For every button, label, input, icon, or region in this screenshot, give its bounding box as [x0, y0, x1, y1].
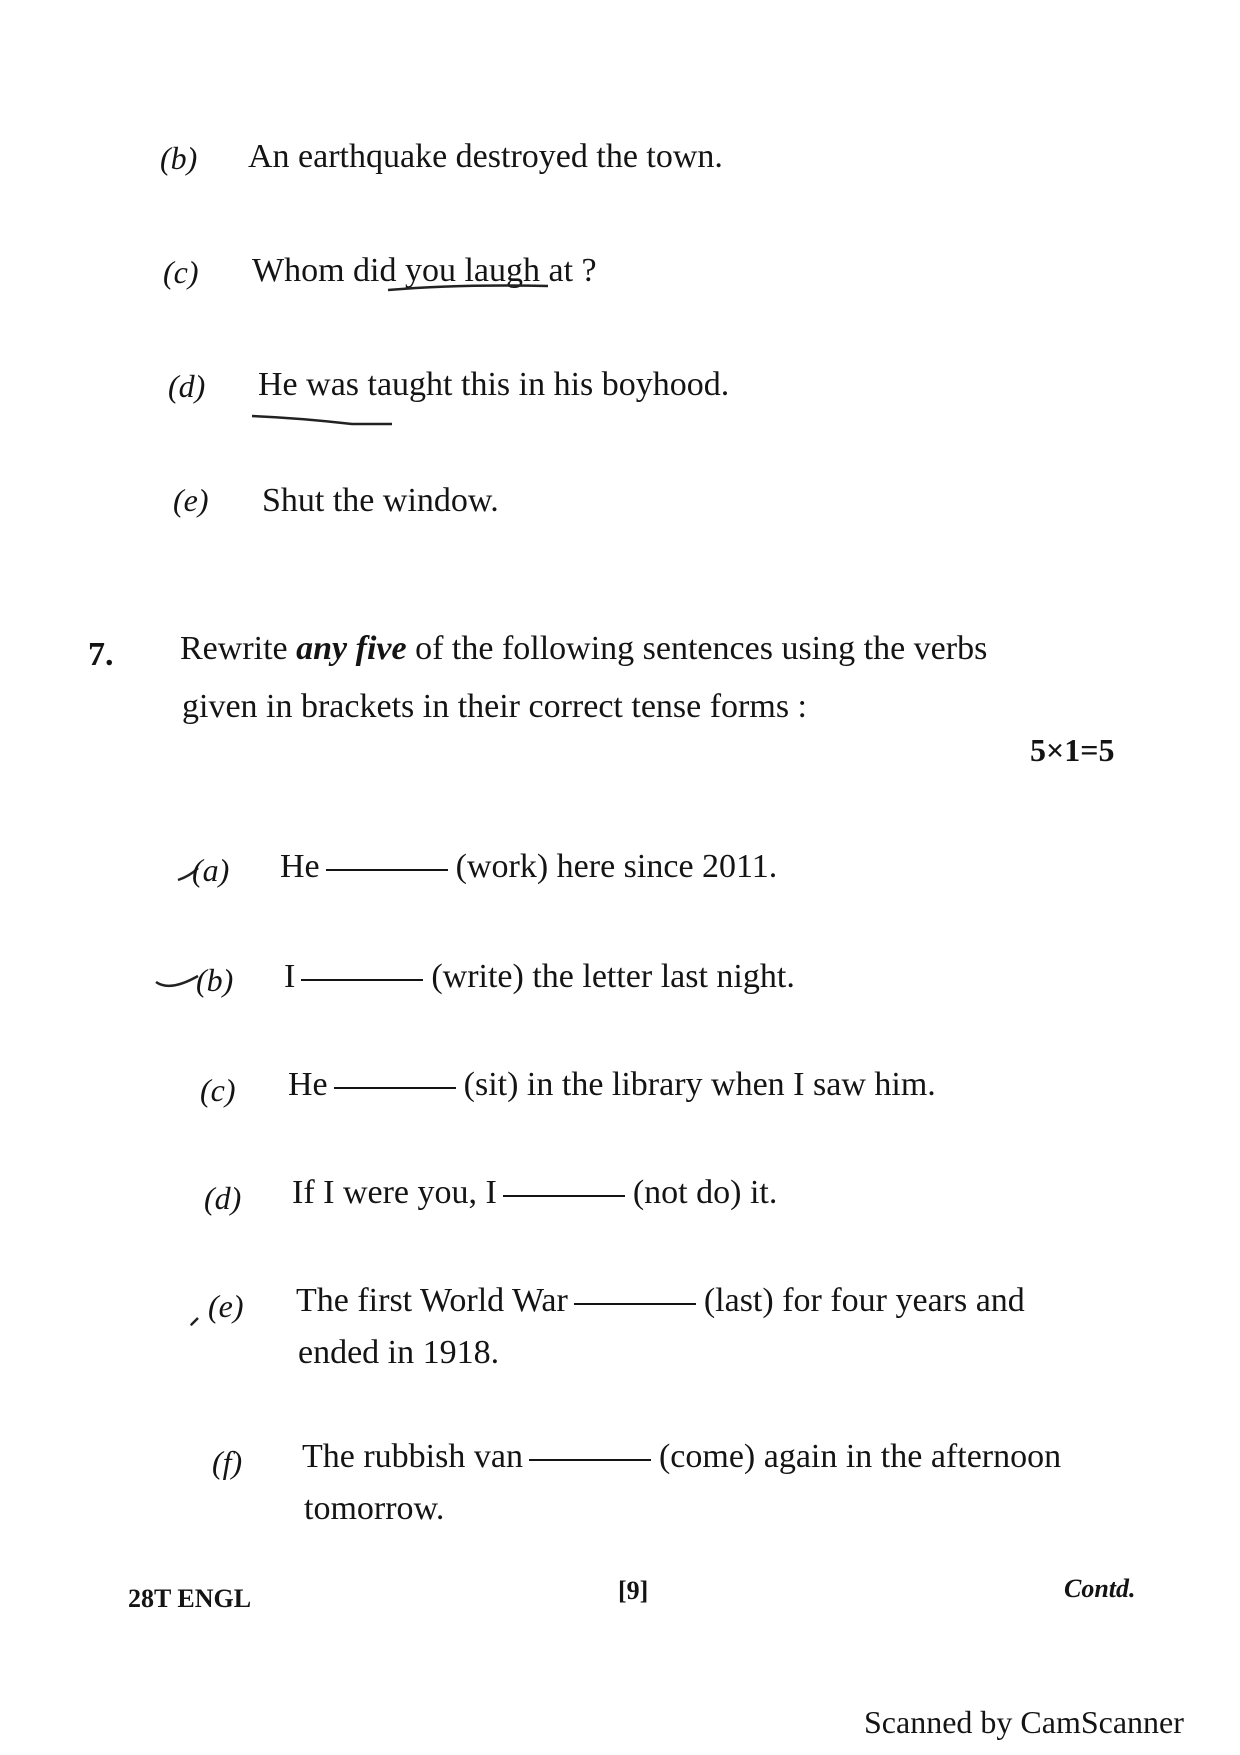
item-label-prev-b: (b) [160, 140, 198, 176]
item-text-prev-b: An earthquake destroyed the town. [248, 138, 723, 175]
item-b-before: I [284, 958, 296, 995]
answer-blank-a[interactable] [326, 869, 448, 871]
item-d [292, 1174, 777, 1212]
page-number: [9] [618, 1576, 649, 1605]
item-label-prev-d: (d) [168, 368, 206, 404]
answer-blank-c[interactable] [334, 1087, 456, 1089]
item-f-continuation: tomorrow. [304, 1490, 445, 1527]
instruction-emphasis: any five [296, 630, 407, 667]
item-e-before: The first World War [296, 1282, 568, 1319]
item-e-after: (last) for four years and [703, 1282, 1025, 1319]
answer-blank-f[interactable] [529, 1459, 651, 1461]
item-label-d: (d) [204, 1180, 242, 1216]
item-text-prev-c: Whom did you laugh at ? [252, 252, 597, 289]
scanner-watermark: Scanned by CamScanner [864, 1704, 1184, 1740]
item-label-prev-c: (c) [163, 254, 199, 290]
question-instruction-line2: given in brackets in their correct tense forms : [182, 688, 807, 725]
question-instruction-line1 [180, 630, 987, 668]
item-label-c: (c) [200, 1072, 236, 1108]
item-c-before: He [288, 1066, 328, 1103]
question-marks: 5×1=5 [1030, 732, 1115, 768]
answer-blank-b[interactable] [301, 979, 423, 981]
instruction-before: Rewrite [180, 630, 288, 667]
item-b [284, 958, 795, 996]
item-f-after: (come) again in the afternoon [658, 1438, 1062, 1475]
item-a-before: He [280, 848, 320, 885]
item-label-b: (b) [196, 962, 234, 998]
item-e-continuation: ended in 1918. [298, 1334, 500, 1371]
paper-code: 28T ENGL [128, 1584, 252, 1613]
item-c-after: (sit) in the library when I saw him. [463, 1066, 936, 1103]
answer-blank-e[interactable] [574, 1303, 696, 1305]
item-label-f: (f) [212, 1444, 243, 1480]
item-text-prev-d: He was taught this in his boyhood. [258, 366, 730, 403]
item-e [296, 1282, 1025, 1320]
item-b-after: (write) the letter last night. [431, 958, 795, 995]
question-number: 7. [88, 636, 114, 673]
item-text-prev-e: Shut the window. [262, 482, 499, 519]
item-a [280, 848, 777, 886]
item-c [288, 1066, 936, 1104]
continued-marker: Contd. [1064, 1574, 1136, 1603]
item-f [302, 1438, 1061, 1476]
item-label-e: (e) [208, 1288, 244, 1324]
item-d-before: If I were you, I [292, 1174, 497, 1211]
instruction-after: of the following sentences using the verbs [415, 630, 988, 667]
answer-blank-d[interactable] [503, 1195, 625, 1197]
item-f-before: The rubbish van [302, 1438, 523, 1475]
item-label-prev-e: (e) [173, 482, 209, 518]
item-a-after: (work) here since 2011. [455, 848, 778, 885]
item-d-after: (not do) it. [632, 1174, 778, 1211]
item-label-a: (a) [192, 852, 230, 888]
